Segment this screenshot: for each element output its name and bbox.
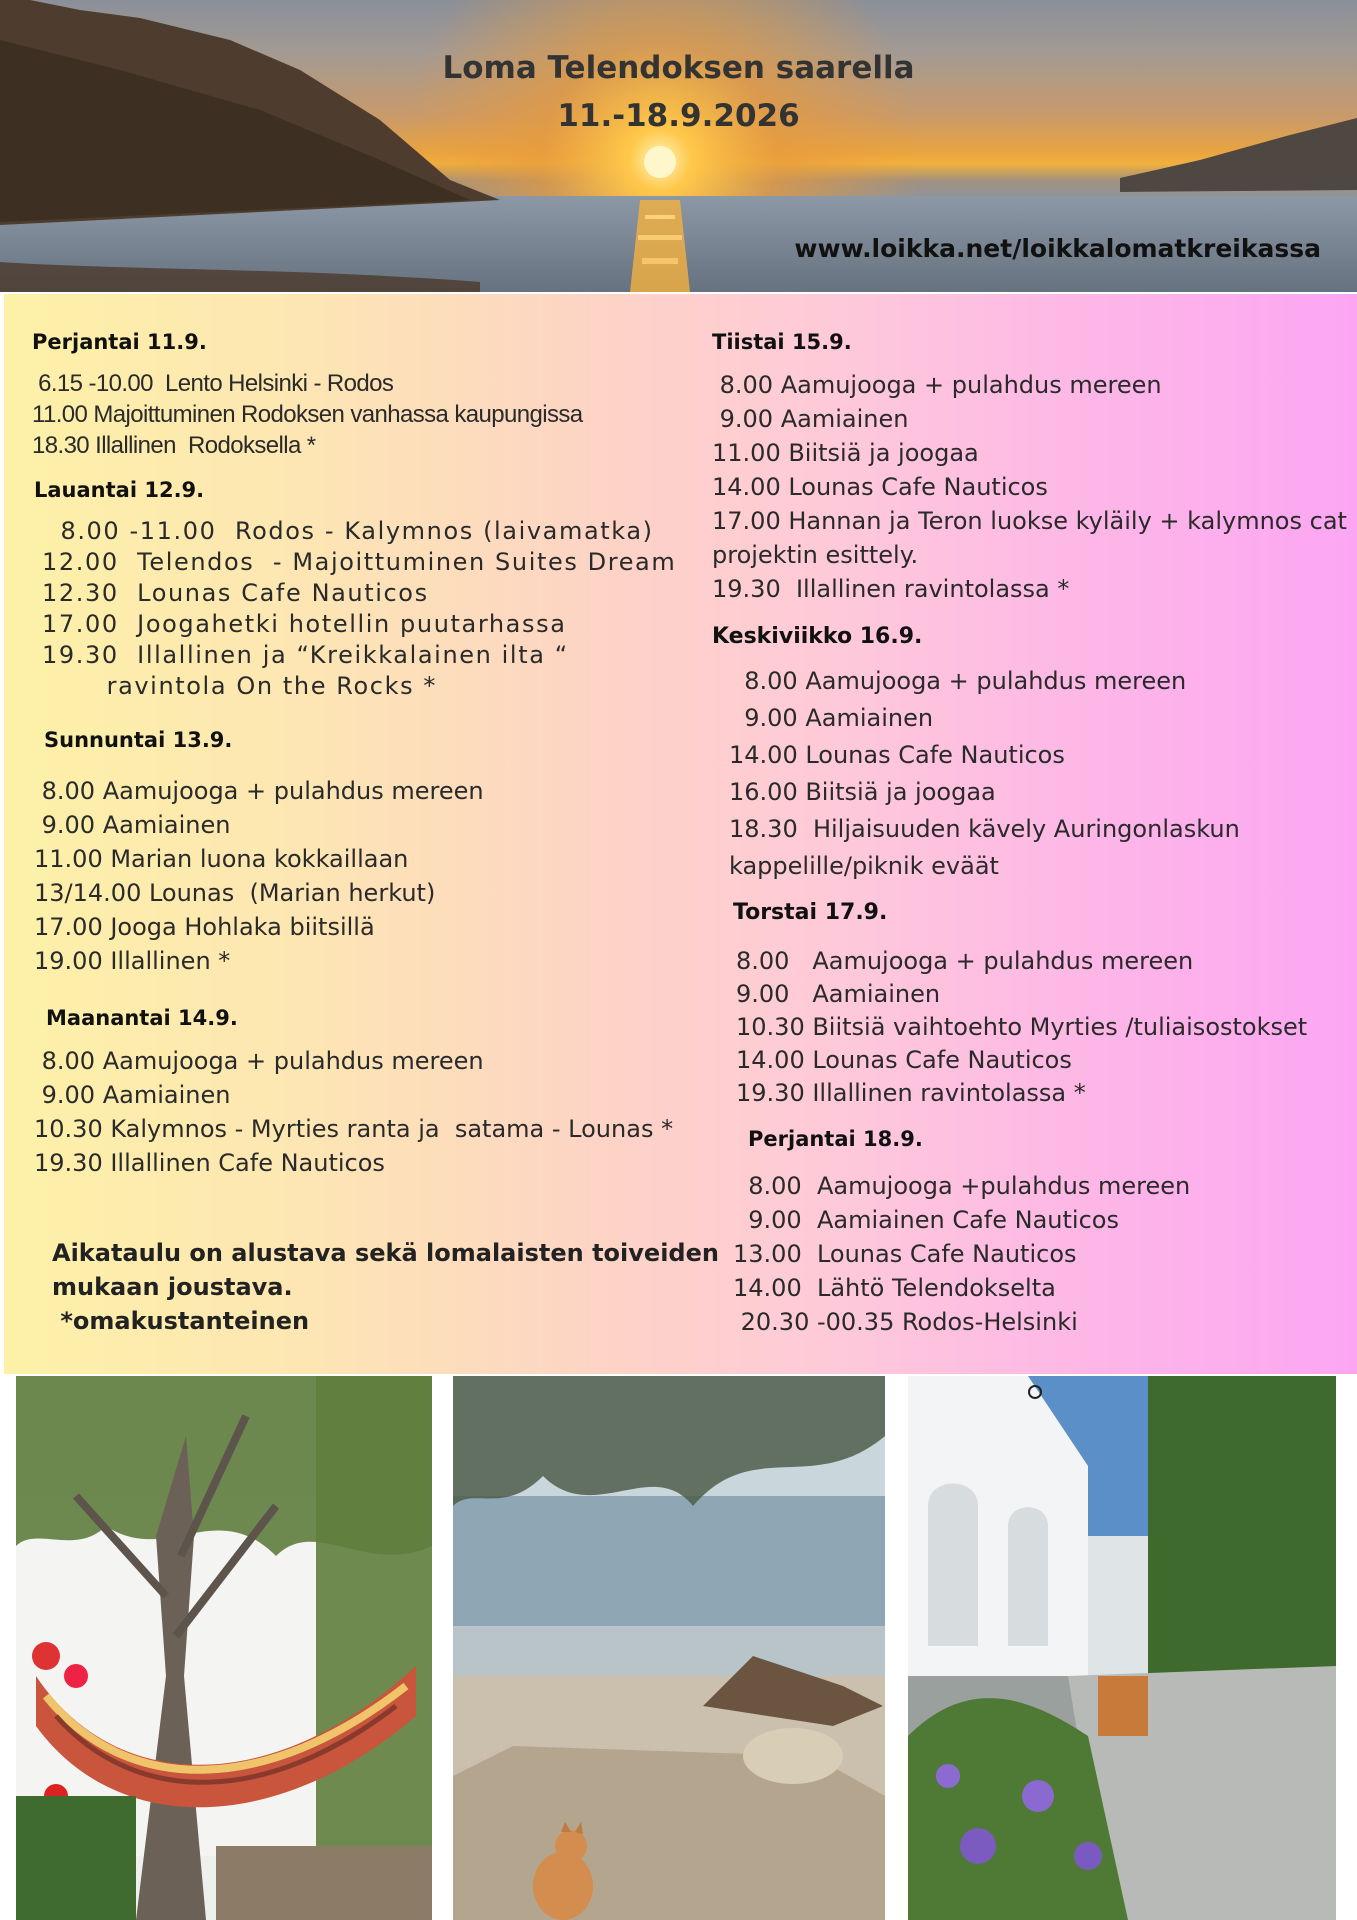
day-saturday-12	[34, 478, 676, 702]
schedule-item: 9.00 Aamiainen	[712, 405, 909, 433]
day-friday-11	[32, 330, 583, 461]
sunset-header	[0, 0, 1357, 292]
hotel-garden-photo	[908, 1376, 1336, 1920]
day-tuesday-15	[712, 330, 1347, 606]
schedule-item: 10.30 Kalymnos - Myrties ranta ja satama - Lounas *	[34, 1115, 674, 1143]
schedule-item: 14.00 Lounas Cafe Nauticos	[712, 473, 1048, 501]
day-monday-14	[34, 1006, 673, 1180]
day-title: Sunnuntai 13.9.	[44, 728, 233, 752]
day-title: Tiistai 15.9.	[712, 330, 852, 354]
schedule-item: 19.30 Illallinen Cafe Nauticos	[34, 1149, 385, 1177]
schedule-item: 19.30 Illallinen ja “Kreikkalainen ilta “	[42, 641, 569, 669]
schedule-item: ravintola On the Rocks *	[42, 672, 438, 700]
schedule-item: kappelille/piknik eväät	[729, 852, 999, 880]
schedule-item: 13.00 Lounas Cafe Nauticos	[733, 1240, 1077, 1268]
schedule-note	[52, 1236, 719, 1338]
day-friday-18	[733, 1127, 1190, 1339]
schedule-item: 9.00 Aamiainen	[34, 811, 231, 839]
day-title: Perjantai 18.9.	[748, 1127, 923, 1151]
schedule-item: 8.00 Aamujooga + pulahdus mereen	[736, 947, 1194, 975]
schedule-item: 18.30 Hiljaisuuden kävely Auringonlaskun	[729, 815, 1240, 843]
website-url[interactable]: www.loikka.net/loikkalomatkreikassa	[794, 234, 1321, 263]
schedule-item: 18.30 Illallinen Rodoksella *	[32, 432, 316, 459]
schedule-item: 9.00 Aamiainen	[729, 704, 934, 732]
schedule-item: 8.00 Aamujooga + pulahdus mereen	[729, 667, 1187, 695]
schedule-item: 16.00 Biitsiä ja joogaa	[729, 778, 996, 806]
schedule-item: 19.00 Illallinen *	[34, 947, 231, 975]
schedule-item: 20.30 -00.35 Rodos-Helsinki	[733, 1308, 1078, 1336]
schedule-item: 13/14.00 Lounas (Marian herkut)	[34, 879, 436, 907]
title-line-2: 11.-18.9.2026	[557, 98, 800, 135]
schedule-item: 17.00 Joogahetki hotellin puutarhassa	[42, 610, 567, 638]
schedule-item: 8.00 Aamujooga + pulahdus mereen	[34, 1047, 484, 1075]
schedule-item: 14.00 Lähtö Telendokselta	[733, 1274, 1056, 1302]
note-line: Aikataulu on alustava sekä lomalaisten toiveiden	[52, 1239, 719, 1267]
schedule-item: 19.30 Illallinen ravintolassa *	[712, 575, 1070, 603]
schedule-item: 17.00 Hannan ja Teron luokse kyläily + kalymnos cat	[712, 507, 1347, 535]
schedule-item: 11.00 Marian luona kokkaillaan	[34, 845, 409, 873]
day-title: Keskiviikko 16.9.	[712, 624, 923, 649]
schedule-item: 14.00 Lounas Cafe Nauticos	[736, 1046, 1072, 1074]
title-line-1: Loma Telendoksen saarella	[442, 50, 915, 86]
schedule-item: 8.00 Aamujooga + pulahdus mereen	[34, 777, 484, 805]
page-title	[0, 44, 1357, 140]
schedule-item: 9.00 Aamiainen	[736, 980, 941, 1008]
day-title: Lauantai 12.9.	[34, 478, 205, 502]
schedule-item: 8.00 Aamujooga + pulahdus mereen	[712, 371, 1162, 399]
schedule-item: 8.00 -11.00 Rodos - Kalymnos (laivamatka)	[42, 517, 654, 545]
schedule-item: 19.30 Illallinen ravintolassa *	[736, 1079, 1086, 1107]
day-sunday-13	[34, 728, 484, 978]
schedule-item: 8.00 Aamujooga +pulahdus mereen	[733, 1172, 1191, 1200]
note-line: mukaan joustava.	[52, 1273, 293, 1301]
schedule-item: 12.00 Telendos - Majoittuminen Suites Dream	[42, 548, 677, 576]
schedule-item: 6.15 -10.00 Lento Helsinki - Rodos	[32, 370, 394, 397]
schedule-item: 9.00 Aamiainen Cafe Nauticos	[733, 1206, 1119, 1234]
schedule-item: 14.00 Lounas Cafe Nauticos	[729, 741, 1065, 769]
day-thursday-17	[733, 900, 1307, 1110]
day-title: Perjantai 11.9.	[32, 330, 207, 354]
beach-cat-photo	[453, 1376, 885, 1920]
schedule-item: 12.30 Lounas Cafe Nauticos	[42, 579, 429, 607]
schedule-item: 9.00 Aamiainen	[34, 1081, 231, 1109]
schedule-item: 10.30 Biitsiä vaihtoehto Myrties /tuliaisostokset	[736, 1013, 1308, 1041]
day-title: Torstai 17.9.	[733, 900, 888, 925]
schedule-item: projektin esittely.	[712, 541, 919, 569]
schedule-item: 11.00 Majoittuminen Rodoksen vanhassa kaupungissa	[32, 401, 583, 428]
schedule-item: 11.00 Biitsiä ja joogaa	[712, 439, 979, 467]
day-wednesday-16	[712, 624, 1240, 885]
day-title: Maanantai 14.9.	[46, 1006, 238, 1030]
note-line: *omakustanteinen	[52, 1307, 310, 1335]
hammock-photo	[16, 1376, 432, 1920]
schedule-item: 17.00 Jooga Hohlaka biitsillä	[34, 913, 375, 941]
